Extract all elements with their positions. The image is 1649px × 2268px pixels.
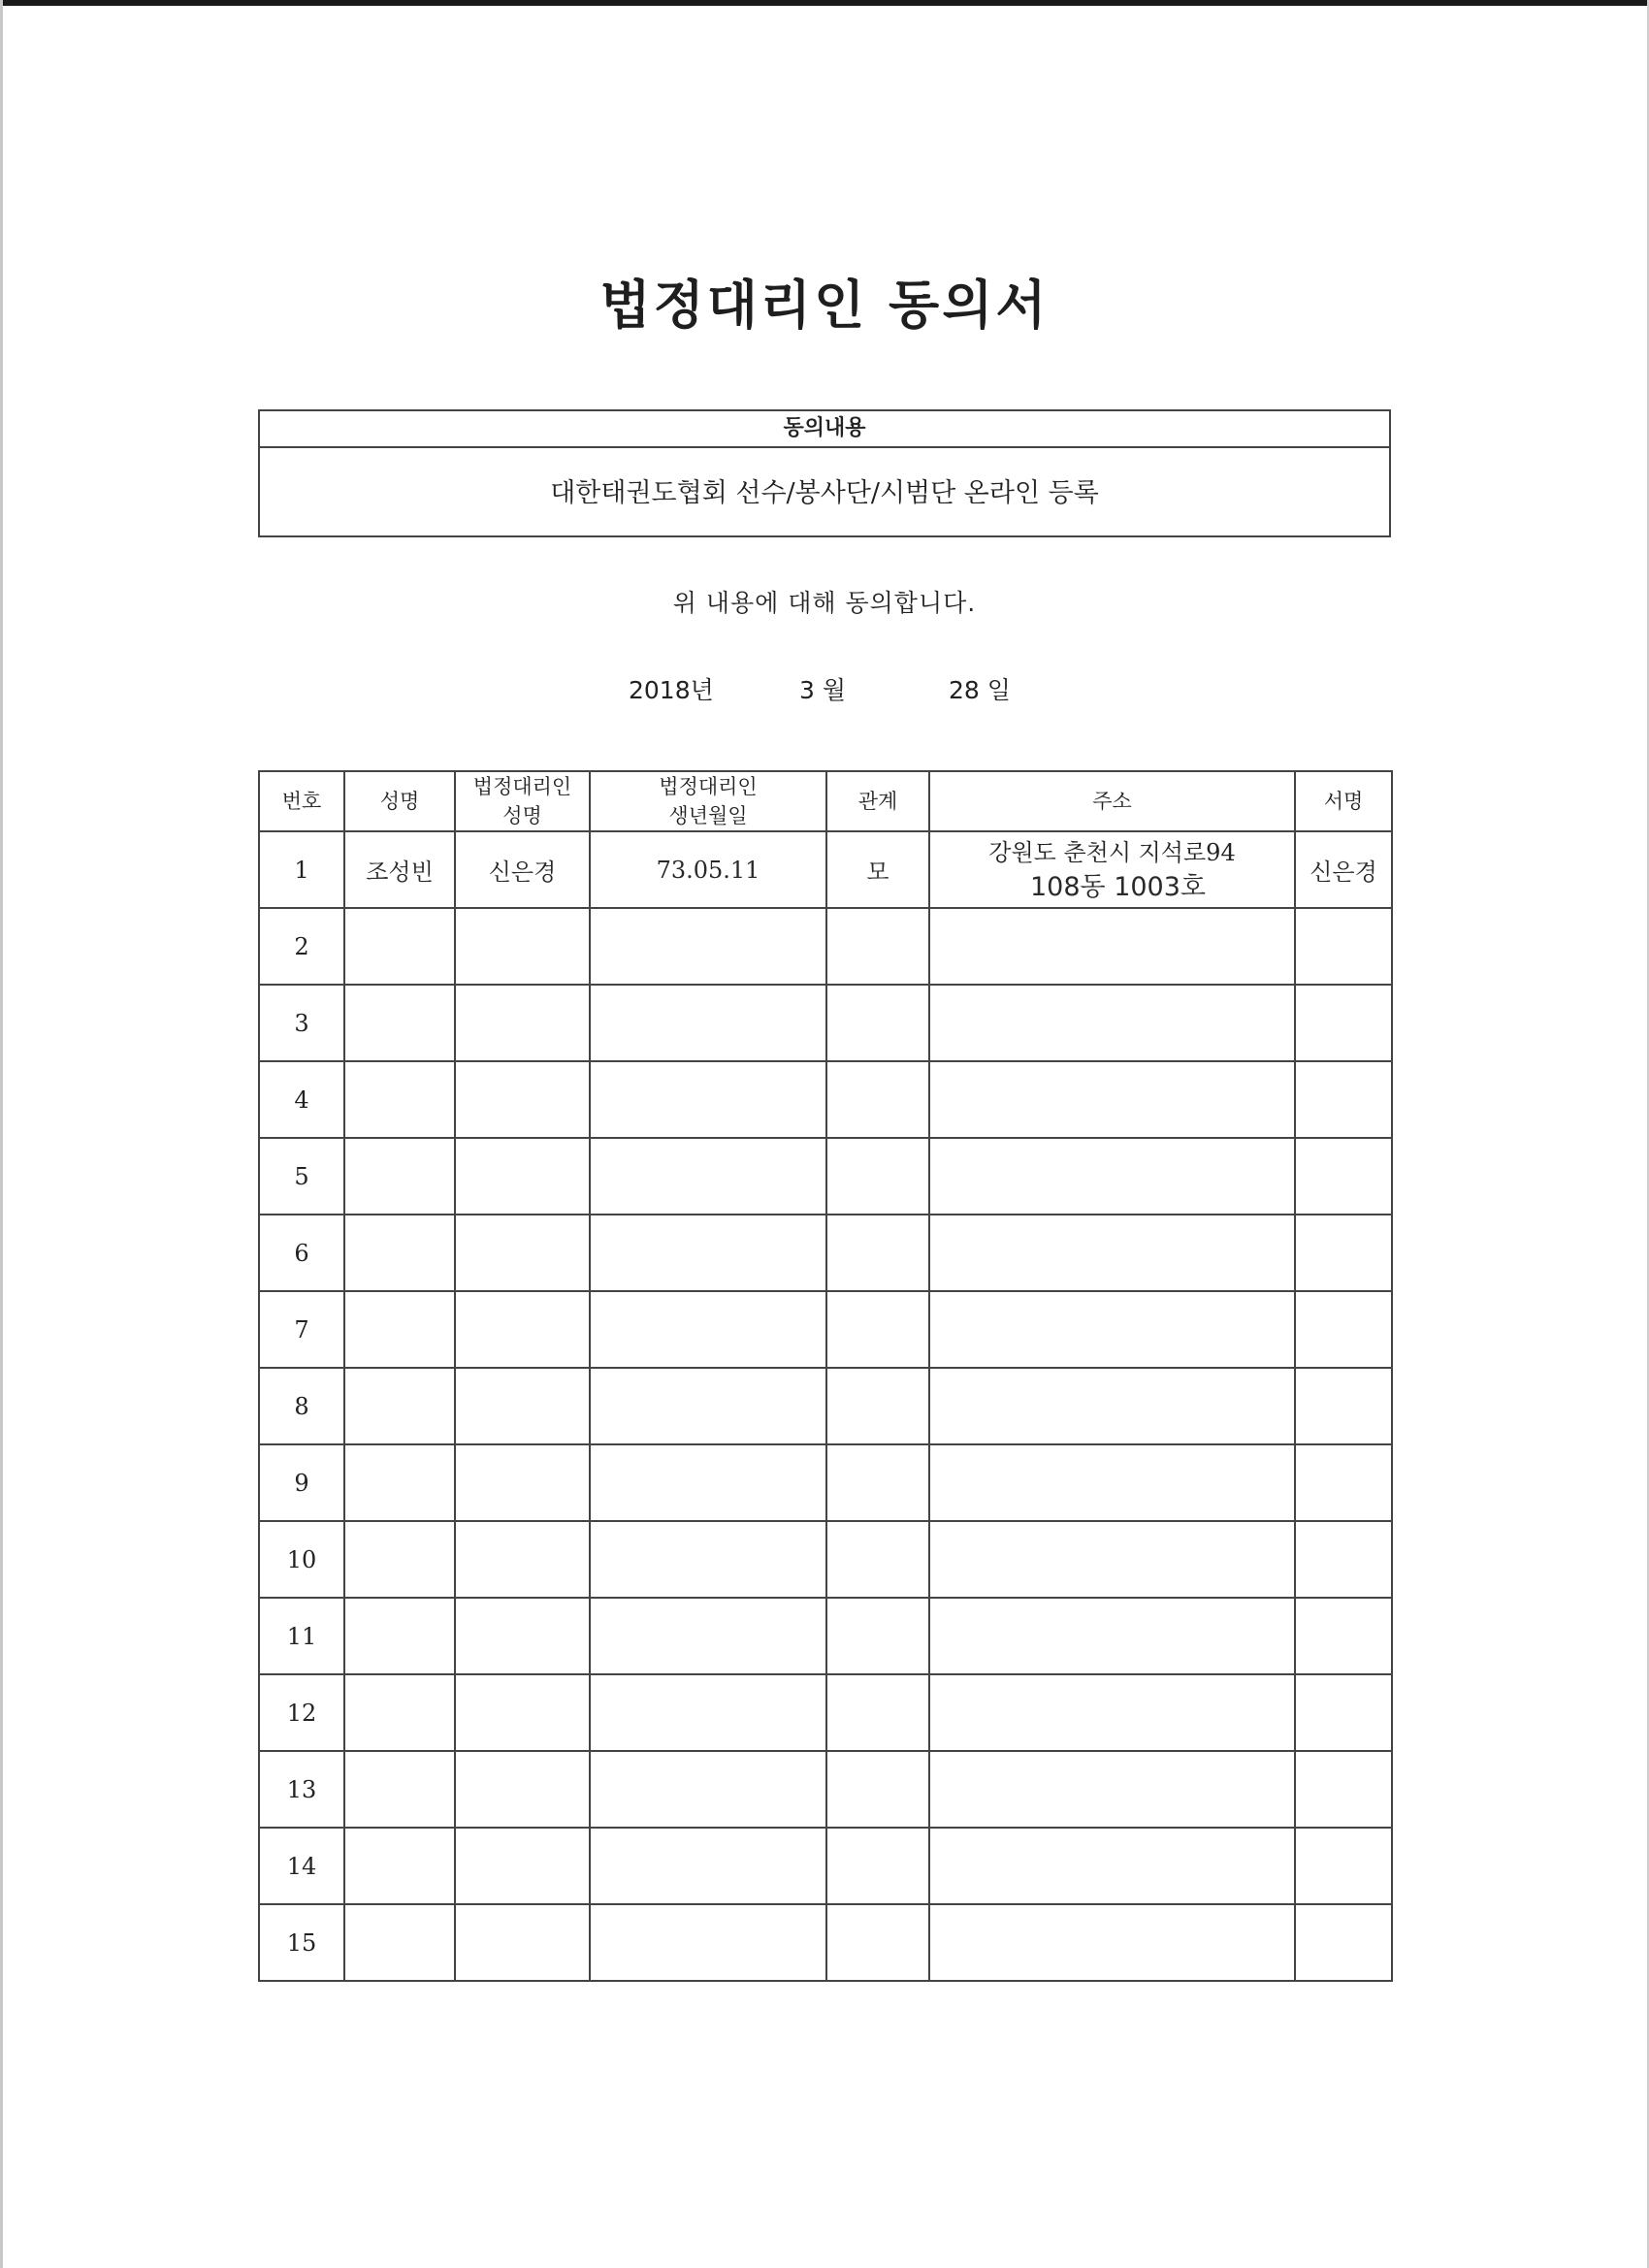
- address-cell: [929, 1904, 1295, 1981]
- relation-cell: [826, 1061, 929, 1138]
- document-title: 법정대리인 동의서: [599, 274, 1050, 336]
- guardian-name-cell: [455, 1138, 590, 1215]
- guardian-birth-cell: [590, 1674, 826, 1751]
- row-number: 6: [259, 1215, 344, 1291]
- guardian-birth-cell: [590, 1521, 826, 1598]
- handwritten-guardian-birth: 73.05.11: [590, 831, 826, 908]
- table-row: [259, 1828, 1392, 1904]
- name-cell: [344, 1521, 455, 1598]
- table-row: [259, 985, 1392, 1061]
- header-guardian-name: 법정대리인 성명: [455, 771, 590, 831]
- header-name: 성명: [344, 771, 455, 831]
- table-row: [259, 1751, 1392, 1828]
- header-signature: 서명: [1295, 771, 1392, 831]
- consent-box: [258, 409, 1391, 537]
- row-number: 10: [259, 1521, 344, 1598]
- consent-body: 대한태권도협회 선수/봉사단/시범단 온라인 등록: [550, 478, 1099, 508]
- relation-cell: [826, 1828, 929, 1904]
- agreement-statement: 위 내용에 대해 동의합니다.: [672, 589, 977, 617]
- address-cell: [929, 1444, 1295, 1521]
- name-cell: [344, 1215, 455, 1291]
- table-header-row: [259, 771, 1392, 831]
- guardian-birth-cell: [590, 1904, 826, 1981]
- signature-cell: [1295, 1291, 1392, 1368]
- header-address: 주소: [929, 771, 1295, 831]
- guardian-name-cell: [455, 1061, 590, 1138]
- row-number: 5: [259, 1138, 344, 1215]
- scan-edge-left: [0, 0, 3, 2268]
- name-cell: [344, 1138, 455, 1215]
- signature-cell: [1295, 985, 1392, 1061]
- name-cell: [344, 1751, 455, 1828]
- name-cell: [344, 985, 455, 1061]
- relation-cell: [826, 1138, 929, 1215]
- address-cell: [929, 1138, 1295, 1215]
- address-cell: [929, 1215, 1295, 1291]
- guardian-birth-cell: [590, 1828, 826, 1904]
- guardian-name-cell: [455, 1521, 590, 1598]
- table-row: [259, 1904, 1392, 1981]
- address-cell: [929, 1291, 1295, 1368]
- guardian-roster-table: [258, 770, 1393, 1982]
- row-number: 15: [259, 1904, 344, 1981]
- guardian-birth-cell: [590, 1061, 826, 1138]
- name-cell: [344, 1598, 455, 1674]
- relation-cell: [826, 1674, 929, 1751]
- signature-cell: [1295, 1674, 1392, 1751]
- address-cell: [929, 1598, 1295, 1674]
- row-number: 14: [259, 1828, 344, 1904]
- relation-cell: [826, 1904, 929, 1981]
- handwritten-name: 조성빈: [344, 831, 455, 908]
- signature-cell: [1295, 1904, 1392, 1981]
- handwritten-relation: 모: [826, 831, 929, 908]
- address-cell: [929, 1061, 1295, 1138]
- table-row: [259, 1444, 1392, 1521]
- guardian-name-cell: [455, 1828, 590, 1904]
- scan-edge-top: [0, 0, 1649, 6]
- consent-header: 동의내용: [260, 411, 1389, 448]
- row-number: 11: [259, 1598, 344, 1674]
- address-cell: [929, 831, 1295, 908]
- relation-cell: [826, 908, 929, 985]
- guardian-birth-cell: [590, 1291, 826, 1368]
- signature-cell: [1295, 1828, 1392, 1904]
- guardian-birth-cell: [590, 1598, 826, 1674]
- row-number: 9: [259, 1444, 344, 1521]
- name-cell: [344, 1444, 455, 1521]
- name-cell: [344, 1061, 455, 1138]
- row-number: 13: [259, 1751, 344, 1828]
- name-cell: [344, 908, 455, 985]
- signature-cell: [1295, 1521, 1392, 1598]
- guardian-name-cell: [455, 1904, 590, 1981]
- guardian-name-cell: [455, 1674, 590, 1751]
- address-line-2: 108동 1003호: [1030, 871, 1206, 902]
- address-cell: [929, 1521, 1295, 1598]
- guardian-name-cell: [455, 985, 590, 1061]
- signature-cell: [1295, 1138, 1392, 1215]
- relation-cell: [826, 1521, 929, 1598]
- row-number: 7: [259, 1291, 344, 1368]
- guardian-name-cell: [455, 1444, 590, 1521]
- header-relation: 관계: [826, 771, 929, 831]
- signature-cell: [1295, 1444, 1392, 1521]
- signature-cell: [1295, 908, 1392, 985]
- guardian-birth-cell: [590, 985, 826, 1061]
- table-row: [259, 908, 1392, 985]
- relation-cell: [826, 1215, 929, 1291]
- address-cell: [929, 1368, 1295, 1444]
- address-cell: [929, 1828, 1295, 1904]
- table-row: [259, 1215, 1392, 1291]
- address-cell: [929, 985, 1295, 1061]
- row-number: 2: [259, 908, 344, 985]
- guardian-name-cell: [455, 1291, 590, 1368]
- guardian-name-cell: [455, 1598, 590, 1674]
- table-row: [259, 1674, 1392, 1751]
- address-line-1: 강원도 춘천시 지석로94: [988, 838, 1236, 866]
- relation-cell: [826, 1444, 929, 1521]
- guardian-birth-cell: [590, 1215, 826, 1291]
- date-day: 28 일: [949, 676, 1011, 704]
- guardian-birth-cell: [590, 908, 826, 985]
- relation-cell: [826, 1368, 929, 1444]
- guardian-birth-cell: [590, 1368, 826, 1444]
- table-row: [259, 831, 1392, 908]
- row-number: 3: [259, 985, 344, 1061]
- handwritten-guardian-name: 신은경: [455, 831, 590, 908]
- address-cell: [929, 1751, 1295, 1828]
- name-cell: [344, 1904, 455, 1981]
- name-cell: [344, 1368, 455, 1444]
- table-row: [259, 1368, 1392, 1444]
- relation-cell: [826, 1291, 929, 1368]
- table-row: [259, 1521, 1392, 1598]
- signature-cell: [1295, 1751, 1392, 1828]
- signature-cell: [1295, 1061, 1392, 1138]
- guardian-name-cell: [455, 1215, 590, 1291]
- row-number: 1: [259, 831, 344, 908]
- signature-cell: [1295, 1598, 1392, 1674]
- table-row: [259, 1291, 1392, 1368]
- relation-cell: [826, 1751, 929, 1828]
- row-number: 4: [259, 1061, 344, 1138]
- date-month: 3 월: [799, 676, 847, 704]
- row-number: 8: [259, 1368, 344, 1444]
- guardian-name-cell: [455, 908, 590, 985]
- table-row: [259, 1598, 1392, 1674]
- signature-cell: [1295, 1368, 1392, 1444]
- guardian-birth-cell: [590, 1138, 826, 1215]
- guardian-name-cell: [455, 1368, 590, 1444]
- name-cell: [344, 1674, 455, 1751]
- address-cell: [929, 908, 1295, 985]
- row-number: 12: [259, 1674, 344, 1751]
- name-cell: [344, 1828, 455, 1904]
- table-row: [259, 1061, 1392, 1138]
- relation-cell: [826, 985, 929, 1061]
- name-cell: [344, 1291, 455, 1368]
- guardian-birth-cell: [590, 1751, 826, 1828]
- header-guardian-birth: 법정대리인 생년월일: [590, 771, 826, 831]
- guardian-birth-cell: [590, 1444, 826, 1521]
- guardian-name-cell: [455, 1751, 590, 1828]
- date-year: 2018년: [629, 676, 714, 704]
- table-row: [259, 1138, 1392, 1215]
- header-number: 번호: [259, 771, 344, 831]
- handwritten-signature: 신은경: [1295, 831, 1392, 908]
- signature-cell: [1295, 1215, 1392, 1291]
- relation-cell: [826, 1598, 929, 1674]
- address-cell: [929, 1674, 1295, 1751]
